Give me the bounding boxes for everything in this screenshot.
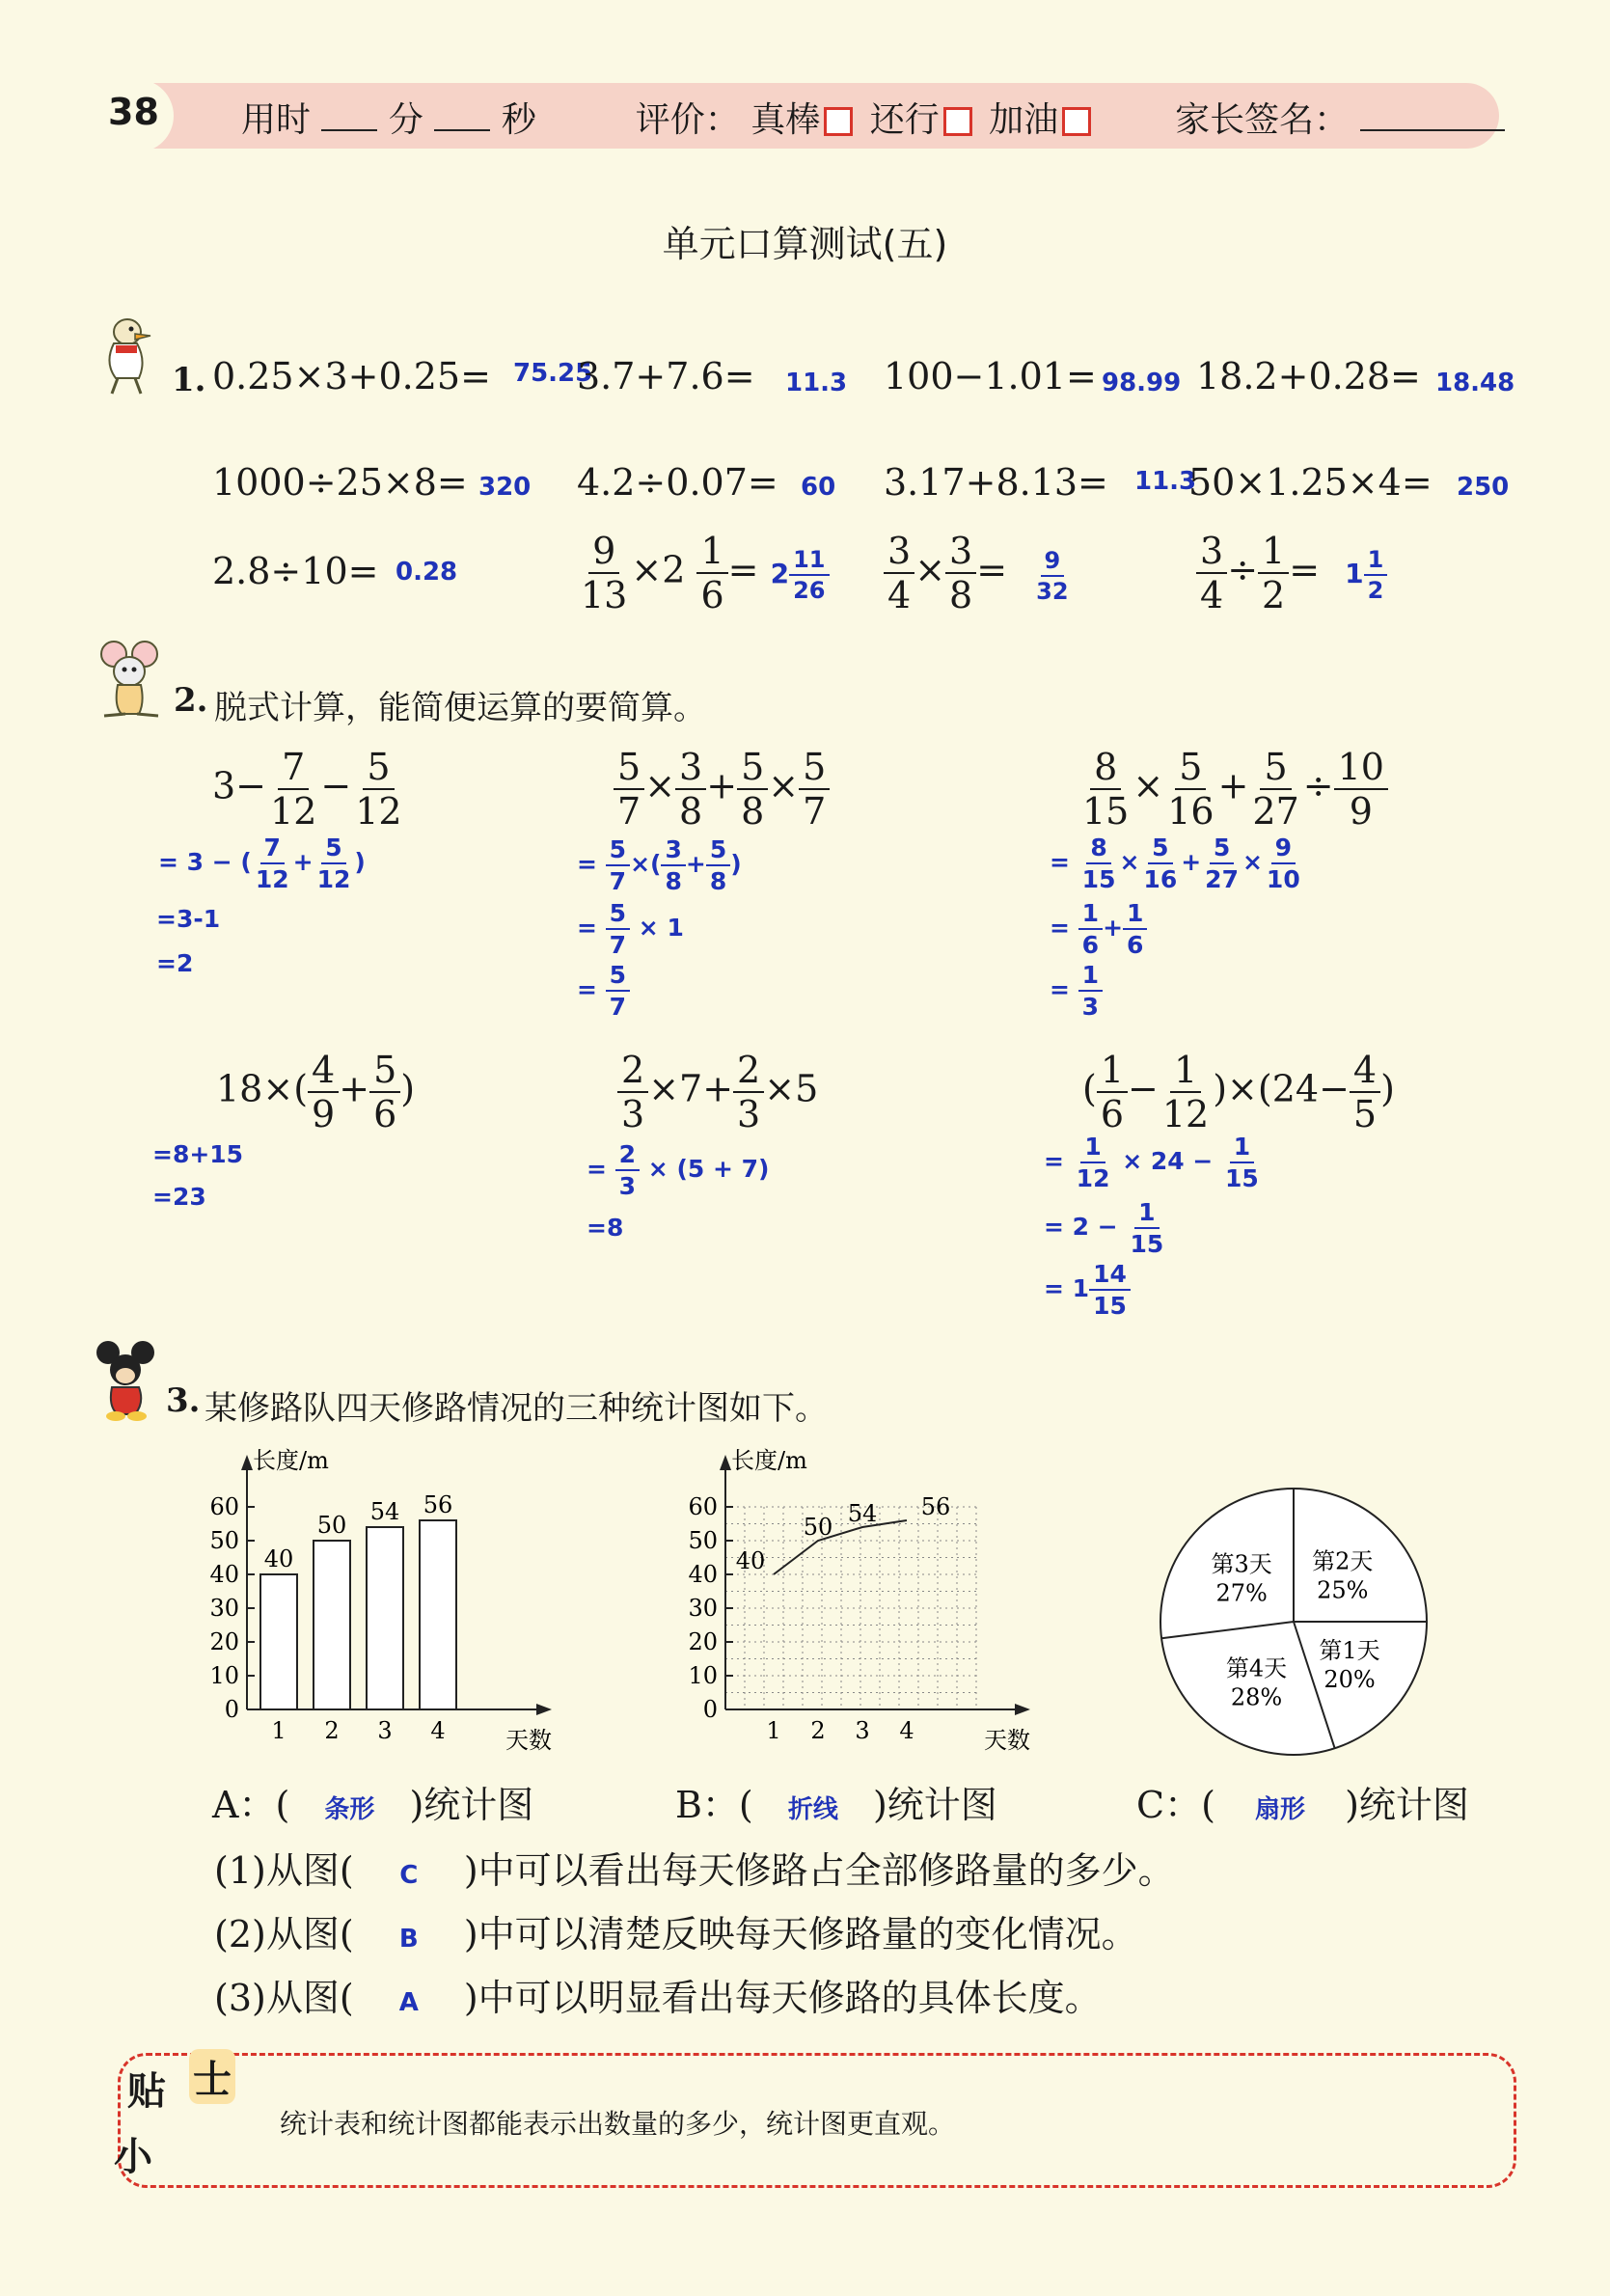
parent-signature-label: 家长签名： [1175,100,1350,140]
q1-r2-e4-answer: 250 [1457,473,1510,502]
point-value-label: 56 [920,1493,951,1520]
q3-number: 3. [166,1381,201,1420]
q2-p6-step2 [1044,1200,1167,1256]
y-tick-label: 60 [688,1493,718,1520]
step-text: × 24 − [1122,1147,1214,1175]
y-axis-label: 长度/m [731,1447,807,1474]
bar-value-label: 40 [263,1545,294,1572]
frac-den: 6 [1127,931,1144,959]
q2-p1-step3: =2 [156,949,194,977]
frac-num: 5 [1175,749,1206,790]
pie-slice-name: 第4天 [1225,1654,1288,1682]
rating-try-checkbox[interactable] [1062,107,1091,136]
y-tick-label: 10 [688,1662,718,1689]
pie-slice-name: 第2天 [1312,1547,1374,1575]
q1-r2-e1-answer: 320 [478,473,532,502]
sub2-answer: B [398,1925,419,1954]
frac-num: 3 [884,533,914,574]
frac-num: 9 [588,533,619,574]
y-tick-label: 0 [702,1696,718,1723]
frac-den: 7 [803,790,827,833]
frac-num: 1 [1078,963,1103,992]
operator: ÷ [1227,548,1259,591]
sub1-text: )中可以看出每天修路占全部修路量的多少。 [463,1849,1175,1892]
chart-b-tail: )统计图 [872,1784,997,1826]
frac-den: 15 [1081,865,1116,893]
q2-p5-step1 [587,1142,769,1198]
rating-ok-label: 还行 [869,100,940,140]
operator: × [644,764,676,807]
point-value-label: 54 [847,1500,878,1527]
y-axis-arrow-icon [720,1455,731,1470]
operator: ÷ [1302,764,1334,807]
operator: + [1103,914,1124,942]
chart-a-answer: 条形 [324,1795,375,1824]
line-chart [668,1443,1053,1763]
chart-a-tail: )统计图 [409,1784,534,1826]
frac-num: 4 [308,1052,339,1093]
frac-num: 5 [737,749,768,790]
frac-num: 1 [1170,1052,1201,1093]
frac-num: 1 [1080,1134,1105,1163]
frac-num: 5 [363,749,394,790]
operator: − [1128,1067,1159,1110]
operator: × [914,548,946,591]
seconds-label: 秒 [501,100,536,140]
minutes-blank[interactable] [321,129,377,131]
expr-end: ) [1380,1067,1395,1110]
frac-num: 5 [606,837,630,866]
bar-chart [189,1443,575,1763]
equals-sign: = [976,548,1008,591]
x-tick-label: 1 [271,1717,287,1744]
frac-den: 7 [609,993,627,1021]
x-tick-label: 3 [377,1717,393,1744]
duck-mascot-icon [96,314,156,397]
equals-sign: = [1044,1213,1064,1241]
operator: + [685,850,706,878]
frac-den: 10 [1266,865,1300,893]
y-tick-label: 40 [688,1561,718,1588]
operator: × [768,764,800,807]
expr-end: ) [400,1067,416,1110]
x-tick-label: 4 [899,1717,914,1744]
frac-num: 1 [1134,1200,1159,1229]
frac-den: 8 [949,574,973,616]
q3-chart-c-line [1136,1775,1469,1828]
frac-num: 2 [615,1142,640,1171]
frac-num: 2 [617,1052,648,1093]
frac-den: 12 [1076,1164,1110,1192]
operator: × [1242,848,1263,876]
frac-den: 6 [700,574,724,616]
q2-p3-step3 [1050,963,1103,1019]
q3-sub1 [214,1841,1175,1894]
y-tick-label: 0 [224,1696,239,1723]
frac-den: 4 [887,574,912,616]
sub1-answer: C [399,1861,419,1890]
q1-r3-e4-expr [1196,530,1387,616]
q1-r2-e3-expr: 3.17+8.13= [884,461,1108,504]
x-tick-label: 2 [810,1717,826,1744]
y-tick-label: 10 [209,1662,239,1689]
answer-num: 11 [789,548,829,576]
frac-num: 10 [1334,749,1388,790]
chart-c-answer: 扇形 [1254,1795,1305,1824]
bar-value-label: 50 [316,1512,347,1539]
frac-den: 8 [665,867,682,895]
frac-num: 5 [1260,749,1291,790]
equals-sign: = [577,914,597,942]
step-text: = 3 − ( [158,848,252,876]
frac-den: 12 [255,865,289,893]
q2-p4-step2: =23 [152,1183,206,1211]
operator: + [1181,848,1202,876]
header-fields [241,93,1505,142]
frac-den: 27 [1205,865,1239,893]
frac-den: 3 [621,1093,645,1135]
y-tick-label: 50 [688,1527,718,1554]
x-tick-label: 1 [766,1717,781,1744]
expr-lead: ( [1082,1067,1097,1110]
mixed-whole: 2 [662,548,686,591]
bar [367,1527,403,1709]
q3-instruction: 某修路队四天修路情况的三种统计图如下。 [205,1389,828,1428]
frac-den: 3 [737,1093,761,1135]
answer-num: 1 [1364,548,1388,576]
q1-r2-e2-answer: 60 [801,473,836,502]
q1-r3-e1-answer: 0.28 [396,558,458,587]
frac-num: 5 [369,1052,400,1093]
frac-den: 16 [1143,865,1178,893]
q2-p3-expr [1078,746,1388,833]
answer-whole: 1 [1345,557,1364,589]
y-tick-label: 50 [209,1527,239,1554]
frac-num: 7 [260,835,285,864]
frac-num: 14 [1089,1262,1131,1291]
frac-num: 1 [1097,1052,1128,1093]
equals-sign: = [1044,1274,1064,1302]
frac-den: 15 [1082,790,1130,833]
bar [260,1574,297,1709]
tip-title-1: 贴 [127,2069,166,2114]
bar-value-label: 54 [369,1498,400,1525]
frac-num: 3 [675,749,706,790]
frac-num: 3 [945,533,976,574]
frac-den: 8 [679,790,703,833]
y-tick-label: 20 [688,1628,718,1655]
q1-r1-e4-expr: 18.2+0.28= [1196,355,1421,397]
pie-slice-percent: 27% [1215,1579,1268,1607]
frac-num: 8 [1090,749,1121,790]
equals-sign: = [1050,975,1070,1003]
q3-sub3 [214,1968,1102,2021]
frac-num: 5 [1210,835,1234,864]
chart-b-label: B：( [675,1784,753,1826]
q2-p5-step2: =8 [587,1214,624,1242]
q2-p1-step1 [158,835,366,891]
pie-slice-name: 第1天 [1319,1637,1380,1665]
tip-title-3: 小 [114,2135,152,2179]
q1-r2-e2-expr: 4.2÷0.07= [577,461,778,504]
frac-num: 1 [1230,1134,1254,1163]
q3-sub2 [214,1904,1138,1957]
mouse-mascot-icon [96,639,168,722]
x-tick-label: 2 [324,1717,340,1744]
frac-num: 8 [1086,835,1110,864]
frac-num: 1 [1258,533,1289,574]
rating-great-label: 真棒 [750,100,821,140]
sub3-prefix: (3)从图( [214,1977,354,2019]
q1-r1-e1-expr: 0.25×3+0.25= [212,355,491,397]
y-tick-label: 30 [209,1595,239,1622]
q2-p2-step3 [577,963,630,1019]
frac-num: 5 [321,835,345,864]
q2-p5-expr [617,1049,819,1135]
frac-num: 5 [614,749,644,790]
frac-den: 9 [1349,790,1373,833]
chart-a-label: A：( [212,1784,290,1826]
frac-num: 5 [606,963,630,992]
page-title: 单元口算测试(五) [662,223,948,265]
frac-den: 12 [270,790,317,833]
x-axis-arrow-icon [1015,1704,1030,1715]
q2-p6-expr [1082,1049,1395,1135]
frac-den: 8 [741,790,765,833]
q3-chart-a-line [212,1775,533,1828]
q2-p3-step1 [1050,835,1304,891]
expr-text: )×(24− [1213,1067,1350,1110]
operator: × [1119,848,1140,876]
series-line [774,1520,907,1574]
sub2-text: )中可以清楚反映每天修路量的变化情况。 [463,1913,1138,1955]
chart-c-tail: )统计图 [1345,1784,1469,1826]
q1-r3-e2-expr [577,530,830,616]
q1-r3-e1-expr: 2.8÷10= [212,550,379,592]
frac-den: 3 [618,1172,637,1200]
q2-p2-step1 [577,837,742,893]
answer-whole: 2 [770,557,790,589]
bar [420,1520,456,1709]
y-tick-label: 60 [209,1493,239,1520]
frac-den: 12 [316,865,351,893]
operator: − [320,764,352,807]
frac-den: 7 [609,867,627,895]
sub3-text: )中可以明显看出每天修路的具体长度。 [463,1977,1102,2019]
q1-r1-e3-expr: 100−1.01= [884,355,1097,397]
pie-slice-percent: 20% [1323,1666,1376,1694]
expr-lead: 3− [212,764,267,807]
equals-sign: = [727,548,759,591]
frac-num: 5 [606,901,630,930]
answer-num: 9 [1041,549,1065,577]
q2-p6-step1 [1044,1134,1263,1190]
frac-den: 12 [355,790,402,833]
y-tick-label: 40 [209,1561,239,1588]
sub1-prefix: (1)从图( [214,1849,354,1892]
q1-r1-e2-answer: 11.3 [785,369,848,397]
q1-r2-e3-answer: 11.3 [1134,467,1197,496]
y-tick-label: 30 [688,1595,718,1622]
evaluation-label: 评价： [635,100,740,140]
frac-den: 12 [1161,1093,1210,1135]
frac-num: 4 [1350,1052,1380,1093]
x-axis-label: 天数 [984,1727,1030,1754]
q2-number: 2. [174,681,208,720]
equals-sign: = [577,850,597,878]
frac-num: 3 [1196,533,1227,574]
q2-p1-expr [212,746,406,833]
pie-slice-name: 第3天 [1211,1550,1272,1578]
frac-den: 9 [312,1093,336,1135]
page-number: 38 [108,91,159,133]
equals-sign: = [1044,1147,1064,1175]
frac-num: 3 [661,837,685,866]
sub3-answer: A [398,1988,419,2017]
frac-den: 27 [1252,790,1299,833]
answer-den: 26 [793,576,826,604]
frac-num: 1 [1123,901,1147,930]
point-value-label: 50 [803,1514,833,1541]
equals-sign: = [1050,914,1070,942]
frac-num: 5 [706,837,730,866]
q1-r1-e4-answer: 18.48 [1435,369,1515,397]
frac-den: 6 [1100,1093,1125,1135]
step-text: × (5 + 7) [647,1155,770,1183]
operator: × [631,548,663,591]
q2-p4-step1: =8+15 [152,1140,244,1168]
parent-signature-blank[interactable] [1360,129,1505,131]
q3-chart-b-line [675,1775,997,1828]
time-label: 用时 [241,100,312,140]
equals-sign: = [577,975,597,1003]
frac-den: 6 [1081,931,1100,959]
frac-den: 3 [1081,993,1100,1021]
frac-den: 13 [581,574,628,616]
frac-den: 15 [1225,1164,1259,1192]
frac-den: 7 [617,790,641,833]
answer-whole: 1 [1072,1274,1090,1302]
q1-r1-e3-answer: 98.99 [1102,369,1182,397]
chart-b-answer: 折线 [787,1795,838,1824]
operator: + [1217,764,1249,807]
step-text: 2 − [1072,1213,1118,1241]
q1-number: 1. [172,361,206,399]
operator: + [292,848,314,876]
x-axis-label: 天数 [505,1727,552,1754]
q2-p2-step2 [577,901,684,957]
tip-text: 统计表和统计图都能表示出数量的多少，统计图更直观。 [280,2108,956,2140]
frac-den: 2 [1262,574,1286,616]
frac-den: 6 [373,1093,397,1135]
q2-p3-step2 [1050,901,1147,957]
frac-num: 1 [1078,901,1103,930]
frac-den: 5 [1352,1093,1378,1135]
expr-text: ×7+ [648,1067,734,1110]
bar [314,1541,350,1709]
x-tick-label: 3 [855,1717,870,1744]
operator: + [339,1067,370,1110]
pie-slice-percent: 25% [1317,1576,1369,1604]
q1-r1-e2-expr: 3.7+7.6= [577,355,755,397]
point-value-label: 40 [735,1547,766,1574]
seconds-blank[interactable] [434,129,490,131]
step-text: ) [354,848,366,876]
pie-slice-percent: 28% [1230,1683,1283,1711]
q2-instruction: 脱式计算，能简便运算的要简算。 [214,689,706,727]
frac-den: 15 [1093,1292,1127,1320]
step-text: ×( [630,850,662,878]
step-text: × 1 [638,914,684,942]
chart-c-label: C：( [1136,1784,1215,1826]
answer-den: 32 [1036,577,1069,605]
equals-sign: = [1050,848,1070,876]
frac-den: 8 [709,867,727,895]
frac-den: 15 [1130,1230,1164,1258]
frac-num: 1 [696,533,727,574]
q1-r3-e3-expr [884,530,1073,616]
pie-chart [1154,1482,1433,1762]
frac-num: 5 [799,749,830,790]
equals-sign: = [587,1155,607,1183]
frac-den: 16 [1167,790,1214,833]
sub2-prefix: (2)从图( [214,1913,354,1955]
q1-r2-e4-expr: 50×1.25×4= [1188,461,1433,504]
q1-r1-e1-answer: 75.25 [513,359,593,388]
y-axis-label: 长度/m [253,1447,329,1474]
frac-num: 9 [1271,835,1296,864]
bar-value-label: 56 [423,1491,453,1518]
q2-p6-step3 [1044,1262,1131,1318]
q2-p1-step2: =3-1 [156,905,221,933]
rating-try-label: 加油 [989,100,1059,140]
equals-sign: = [1289,548,1321,591]
frac-num: 5 [1148,835,1172,864]
rating-ok-checkbox[interactable] [943,107,972,136]
operator: × [1132,764,1164,807]
operator: + [706,764,738,807]
y-axis-arrow-icon [241,1455,253,1470]
x-axis-arrow-icon [536,1704,552,1715]
rating-great-checkbox[interactable] [824,107,853,136]
x-tick-label: 4 [430,1717,446,1744]
expr-text: ×5 [764,1067,819,1110]
frac-num: 2 [733,1052,764,1093]
frac-den: 4 [1200,574,1224,616]
minutes-label: 分 [388,100,423,140]
expr-lead: 18×( [216,1067,309,1110]
frac-num: 7 [278,749,309,790]
step-text: ) [730,850,742,878]
answer-den: 2 [1367,576,1384,604]
y-tick-label: 20 [209,1628,239,1655]
q2-p4-expr [216,1049,416,1135]
tip-title-2: 士 [189,2049,235,2104]
frac-den: 7 [609,931,627,959]
q2-p2-expr [614,746,830,833]
q1-r2-e1-expr: 1000÷25×8= [212,461,468,504]
mickey-mascot-icon [95,1339,164,1422]
